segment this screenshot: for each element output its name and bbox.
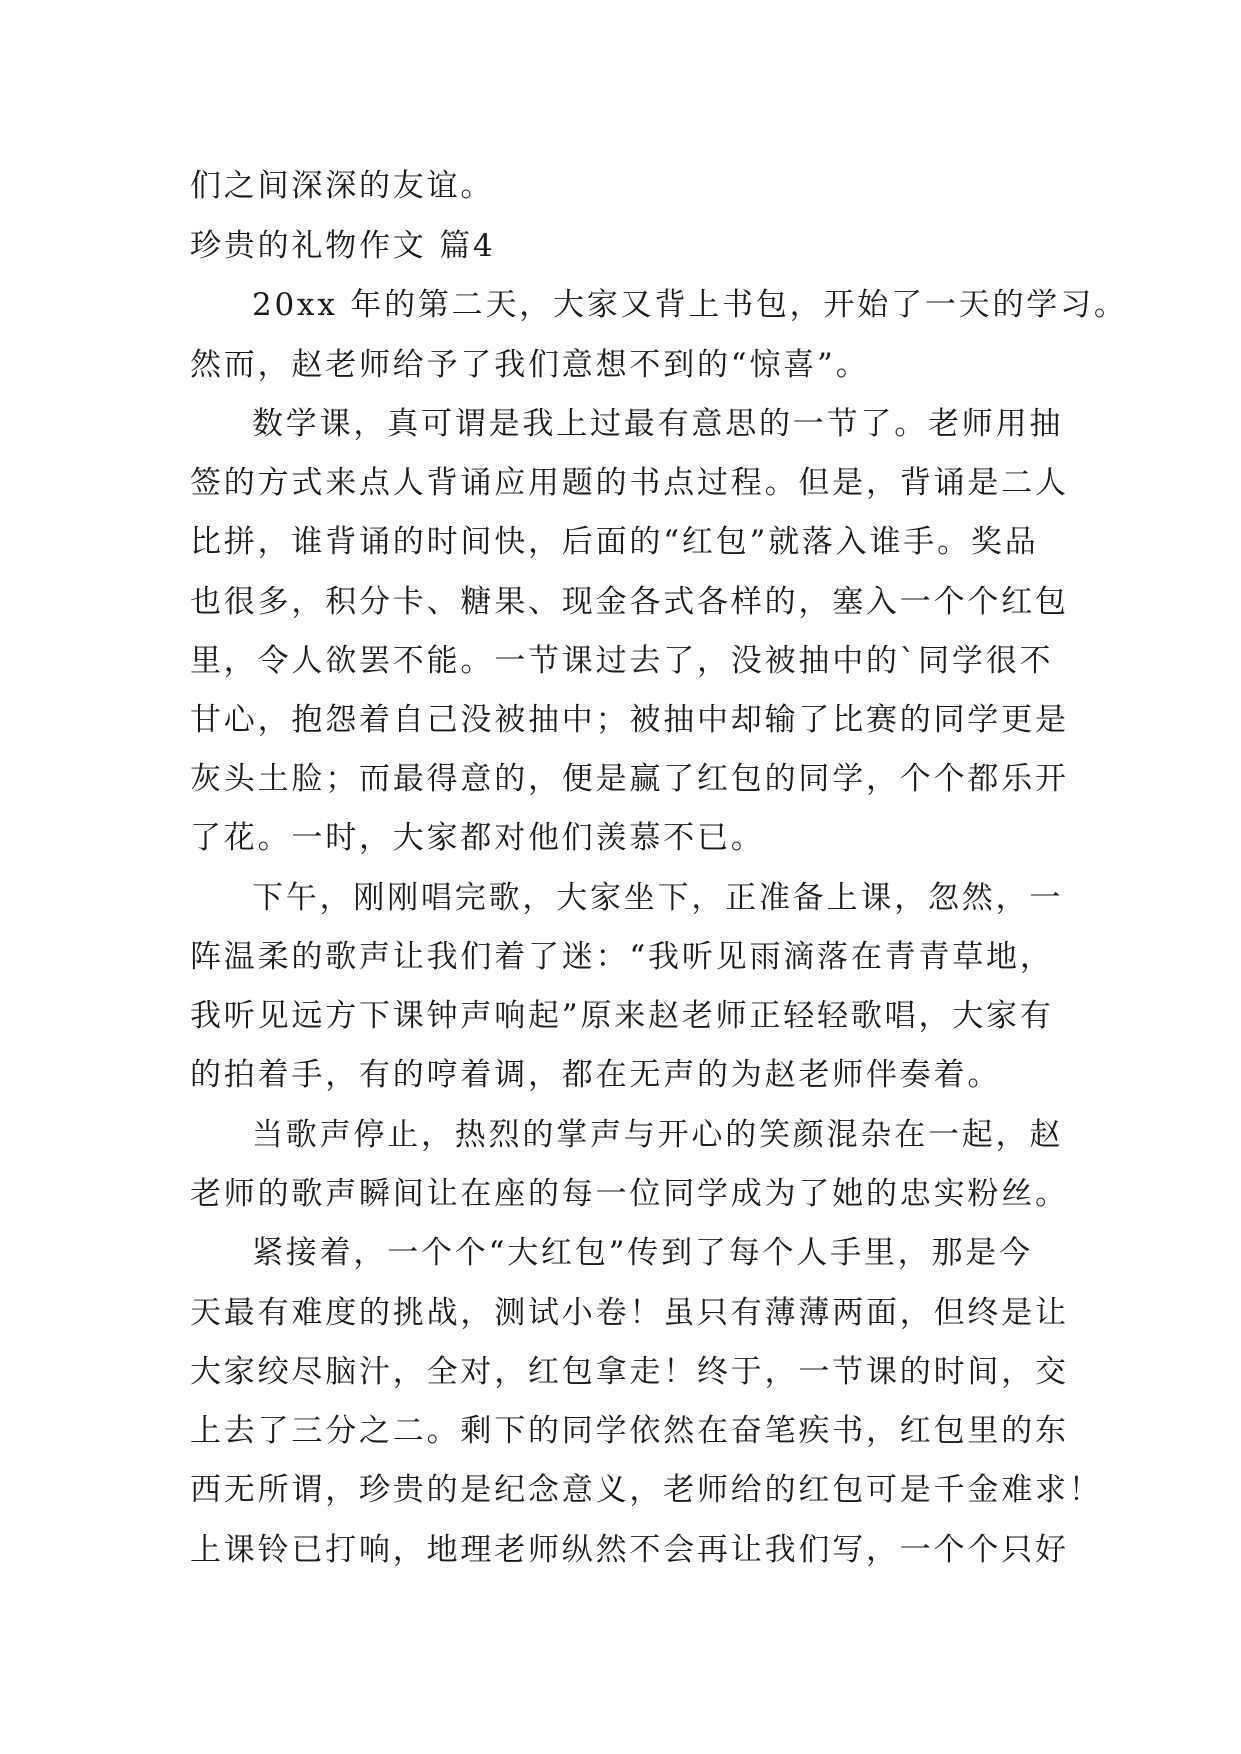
paragraph-line: 大家绞尽脑汁，全对，红包拿走！终于，一节课的时间，交 [190,1354,1069,1390]
paragraph-line: 里，令人欲罢不能。一节课过去了，没被抽中的`同学很不 [190,643,1054,679]
paragraph-line: 也很多，积分卡、糖果、现金各式各样的，塞入一个个红包 [190,584,1069,620]
paragraph-line: 灰头土脸；而最得意的，便是赢了红包的同学，个个都乐开 [190,761,1069,797]
section-heading: 珍贵的礼物作文 篇4 [190,228,496,264]
paragraph-line: 上课铃已打响，地理老师纵然不会再让我们写，一个个只好 [190,1532,1069,1568]
paragraph-line: 我听见远方下课钟声响起”原来赵老师正轻轻歌唱，大家有 [190,998,1054,1034]
paragraph-line: 比拼，谁背诵的时间快，后面的“红包”就落入谁手。奖品 [190,524,1039,560]
paragraph-line: 然而，赵老师给予了我们意想不到的“惊喜”。 [190,347,870,383]
paragraph-line: 紧接着，一个个“大红包”传到了每个人手里，那是今 [252,1235,1033,1271]
paragraph-line: 20xx 年的第二天，大家又背上书包，开始了一天的学习。 [252,287,1128,323]
paragraph-line: 数学课，真可谓是我上过最有意思的一节了。老师用抽 [252,406,1064,442]
paragraph-line: 甘心，抱怨着自己没被抽中；被抽中却输了比赛的同学更是 [190,702,1069,738]
paragraph-line: 的拍着手，有的哼着调，都在无声的为赵老师伴奏着。 [190,1057,1002,1093]
paragraph-line: 西无所谓，珍贵的是纪念意义，老师给的红包可是千金难求！ [190,1472,1103,1508]
paragraph-line: 老师的歌声瞬间让在座的每一位同学成为了她的忠实粉丝。 [190,1176,1069,1212]
paragraph-line: 上去了三分之二。剩下的同学依然在奋笔疾书，红包里的东 [190,1413,1069,1449]
paragraph-line: 了花。一时，大家都对他们羡慕不已。 [190,820,765,856]
paragraph-line: 当歌声停止，热烈的掌声与开心的笑颜混杂在一起，赵 [252,1117,1064,1153]
text-line: 们之间深深的友谊。 [190,168,495,204]
paragraph-line: 签的方式来点人背诵应用题的书点过程。但是，背诵是二人 [190,465,1069,501]
paragraph-line: 阵温柔的歌声让我们着了迷：“我听见雨滴落在青青草地， [190,939,1054,975]
paragraph-line: 天最有难度的挑战，测试小卷！虽只有薄薄两面，但终是让 [190,1295,1069,1331]
paragraph-line: 下午，刚刚唱完歌，大家坐下，正准备上课，忽然，一 [252,880,1064,916]
